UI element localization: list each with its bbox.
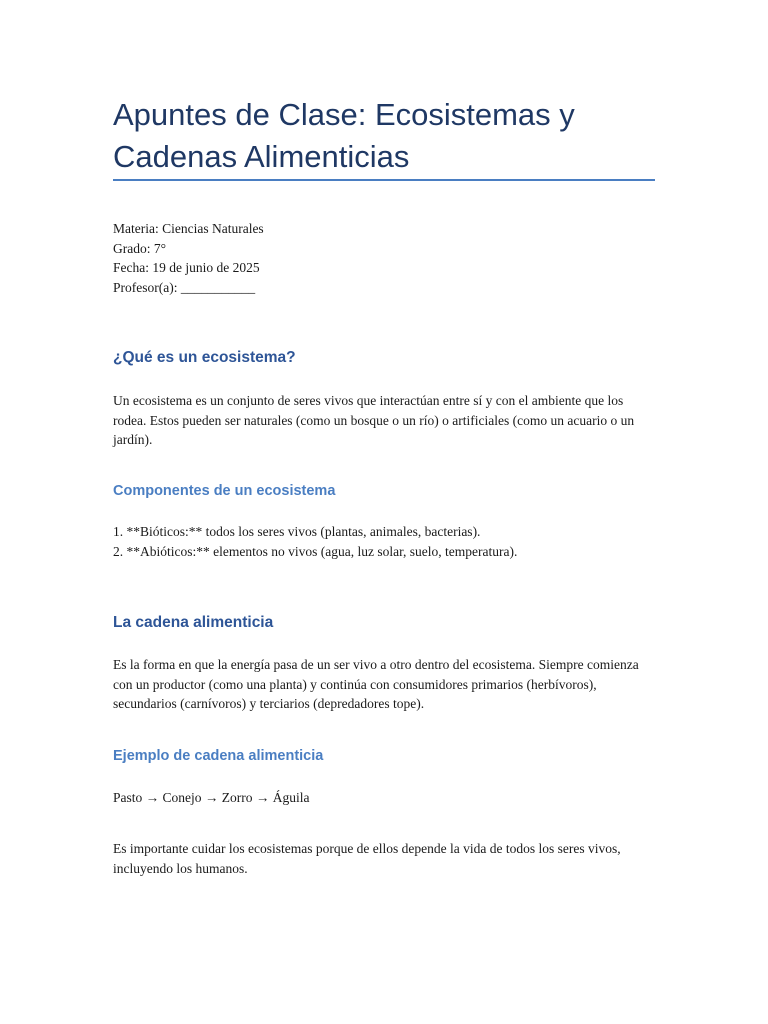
- title-underline: [113, 179, 655, 181]
- food-chain-example: Pasto → Conejo → Zorro → Águila: [113, 790, 310, 805]
- list-item-abioticos: 2. **Abióticos:** elementos no vivos (agua, luz solar, suelo, temperatura).: [113, 543, 518, 559]
- heading-ejemplo-cadena: Ejemplo de cadena alimenticia: [113, 748, 324, 764]
- heading-componentes: Componentes de un ecosistema: [113, 483, 336, 499]
- document-title: Apuntes de Clase: Ecosistemas y Cadenas Alimenticias: [113, 97, 575, 174]
- meta-subject: Materia: Ciencias Naturales: [113, 221, 264, 236]
- heading-cadena-alimenticia: La cadena alimenticia: [113, 614, 274, 631]
- components-list: [113, 522, 517, 561]
- meta-grade: Grado: 7°: [113, 240, 167, 256]
- meta-date: Fecha: 19 de junio de 2025: [113, 260, 260, 275]
- heading-que-es-ecosistema: ¿Qué es un ecosistema?: [113, 349, 296, 366]
- paragraph-cadena: Es la forma en que la energía pasa de un ser vivo a otro dentro del ecosistema. Siempre comienza con un productor (como una planta) y continúa con consumidores primarios (herbívoros), secundarios (carnívoros) y terciarios (depredadores tope).: [113, 657, 639, 711]
- document-meta: [113, 219, 264, 297]
- meta-teacher: Profesor(a): ___________: [113, 279, 256, 295]
- paragraph-ecosistema: Un ecosistema es un conjunto de seres vivos que interactúan entre sí y con el ambiente que los rodea. Estos pueden ser naturales (como un bosque o un río) o artificiales (como un acuario o un jardín).: [113, 393, 635, 447]
- list-item-bioticos: 1. **Bióticos:** todos los seres vivos (plantas, animales, bacterias).: [113, 524, 481, 539]
- closing-paragraph: Es importante cuidar los ecosistemas porque de ellos depende la vida de todos los seres vivos, incluyendo los humanos.: [113, 841, 621, 876]
